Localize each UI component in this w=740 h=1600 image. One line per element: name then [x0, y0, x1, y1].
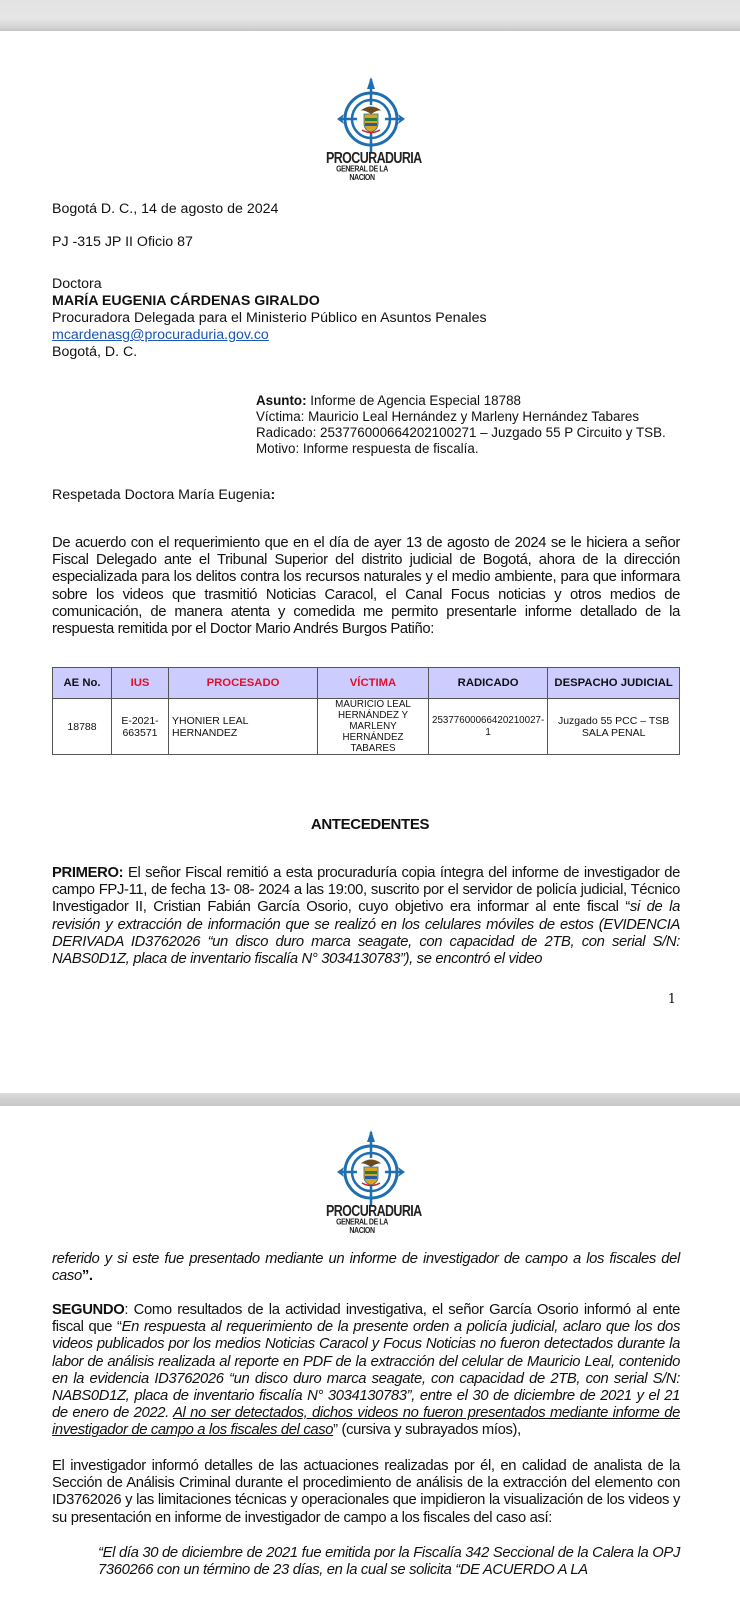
- viewer-top-bar: [0, 0, 740, 31]
- col-despacho: DESPACHO JUDICIAL: [548, 668, 680, 699]
- table-header-row: [53, 668, 680, 699]
- greeting-colon: :: [270, 487, 276, 503]
- section-heading-antecedentes: ANTECEDENTES: [310, 816, 430, 833]
- recipient-position: Procuradora Delegada para el Ministerio Público en Asuntos Penales: [52, 310, 487, 326]
- crosshair-emblem-icon: [335, 77, 407, 155]
- case-table: [52, 667, 680, 755]
- document-page-2: [0, 1106, 740, 1600]
- cell-ae-no: 18788: [53, 699, 112, 755]
- subject-label: Asunto:: [256, 393, 307, 408]
- recipient-name: MARÍA EUGENIA CÁRDENAS GIRALDO: [52, 293, 320, 309]
- subject-line: [256, 392, 521, 409]
- primero-label: PRIMERO:: [52, 865, 124, 881]
- cell-victima: MAURICIO LEAL HERNÁNDEZ Y MARLENY HERNÁNDEZ TABARES: [318, 699, 429, 755]
- greeting: [52, 487, 275, 504]
- primero-quote: si de la revisión y extracción de información que se realizó en los celulares móviles de estos (EVIDENCIA DERIVADA ID3762026 “un disco duro marca seagate, con capacidad de 2TB, con serial S/N: NABS0D1Z, placa de inventario fiscalía N° 3034130783”), se encontró el video: [52, 899, 680, 968]
- col-ius: IUS: [112, 668, 169, 699]
- greeting-text: Respetada Doctora María Eugenia: [52, 487, 271, 503]
- logo-line-2: GENERAL DE LA NACION: [336, 1218, 388, 1236]
- procuraduria-logo: [326, 77, 422, 187]
- primero-text: El señor Fiscal remitió a esta procuraduría copia íntegra del informe de investigador de campo FPJ-11, de fecha 13- 08- 2024 a las 19:00, suscrito por el servidor de policía judicial, Técnico Investigador II, Cristian Fabián García Osorio, cuyo objetivo era informar al ente fiscal “: [52, 865, 680, 916]
- segundo-label: SEGUNDO: [52, 1302, 125, 1318]
- continuation-end: ”.: [81, 1268, 93, 1285]
- document-page-1: [0, 31, 740, 1093]
- cell-ius: E-2021-663571: [112, 699, 169, 755]
- intro-paragraph: De acuerdo con el requerimiento que en el día de ayer 13 de agosto de 2024 se le hiciera a señor Fiscal Delegado ante el Tribunal Superior del distrito judicial de Bogotá, ahora de la dirección especializada para los delitos contra los recursos naturales y el medio ambiente, para que informara sobre los videos que trasmitió Noticias Caracol, el Canal Focus noticias y otros medios de comunicación, de manera atenta y comedida me permito presentarle informe detallado de la respuesta remitida por el Doctor Mario Andrés Burgos Patiño:: [52, 535, 680, 638]
- segundo-underlined-quote: Al no ser detectados, dichos videos no fueron presentados mediante informe de investigador de campo a los fiscales del caso: [52, 1405, 680, 1439]
- segundo-quote: En respuesta al requerimiento de la presente orden a policía judicial, aclaro que los dos videos publicados por los medios Noticias Caracol y Focus Noticias no fueron detectados durante la labor de análisis realizada al reporte en PDF de la extracción del celular de Mauricio Leal, contenido en la evidencia ID3762026 “un disco duro marca seagate, con capacidad de 2TB, con serial S/N: NABS0D1Z, placa de inventario fiscalía N° 3034130783”, entre el 30 de diciembre de 2021 y el 21 de enero de 2022.: [52, 1319, 680, 1422]
- primero-paragraph: [52, 865, 680, 968]
- crosshair-emblem-icon: [335, 1130, 407, 1208]
- col-victima: VÍCTIMA: [318, 668, 429, 699]
- table-row: [53, 699, 680, 755]
- logo-line-1: PROCURADURIA: [326, 1202, 422, 1220]
- quoted-block: [98, 1545, 680, 1579]
- investigator-paragraph: El investigador informó detalles de las actuaciones realizadas por él, en calidad de analista de la Sección de Análisis Criminal durante el procedimiento de análisis de la extracción del elemento con ID3762026 y las limitaciones técnicas y operacionales que impidieron la visualización de los videos y su presentación en informe de investigador de campo a los fiscales del caso así:: [52, 1458, 680, 1526]
- segundo-tail: ” (cursiva y subrayados míos),: [333, 1422, 521, 1439]
- page-separator: [0, 1093, 740, 1106]
- quoted-text: “El día 30 de diciembre de 2021 fue emitida por la Fiscalía 342 Seccional de la Calera la OPJ 7360266 con un término de 23 días, en la cual se solicita “DE ACUERDO A LA: [98, 1545, 680, 1579]
- cell-despacho: Juzgado 55 PCC – TSB SALA PENAL: [548, 699, 680, 755]
- subject-motivo: Motivo: Informe respuesta de fiscalía.: [256, 441, 479, 456]
- cell-radicado: 253776000664202100271: [429, 699, 548, 755]
- segundo-paragraph: [52, 1302, 680, 1440]
- page-number: 1: [667, 992, 676, 1007]
- logo-line-1: PROCURADURIA: [326, 149, 422, 167]
- continuation-quote: referido y si este fue presentado mediante un informe de investigador de campo a los fiscales del caso: [52, 1251, 680, 1285]
- procuraduria-logo: [326, 1130, 422, 1240]
- subject-victim: Víctima: Mauricio Leal Hernández y Marleny Hernández Tabares: [256, 409, 640, 424]
- place-date: Bogotá D. C., 14 de agosto de 2024: [52, 201, 279, 217]
- segundo-intro: : Como resultados de la actividad investigativa, el señor García Osorio informó al ente fiscal que “: [52, 1302, 680, 1336]
- subject-radicado: Radicado: 253776000664202100271 – Juzgado 55 P Circuito y TSB.: [256, 425, 666, 440]
- recipient-city: Bogotá, D. C.: [52, 344, 138, 360]
- recipient-email-link[interactable]: mcardenasg@procuraduria.gov.co: [52, 327, 269, 343]
- continuation-paragraph: [52, 1251, 680, 1285]
- logo-line-2: GENERAL DE LA NACION: [336, 165, 388, 183]
- subject-value: Informe de Agencia Especial 18788: [306, 393, 521, 408]
- recipient-title: Doctora: [52, 276, 102, 292]
- col-procesado: PROCESADO: [169, 668, 318, 699]
- col-ae-no: AE No.: [53, 668, 112, 699]
- col-radicado: RADICADO: [429, 668, 548, 699]
- cell-procesado: YHONIER LEAL HERNANDEZ: [169, 699, 318, 755]
- office-reference: PJ -315 JP II Oficio 87: [52, 234, 193, 250]
